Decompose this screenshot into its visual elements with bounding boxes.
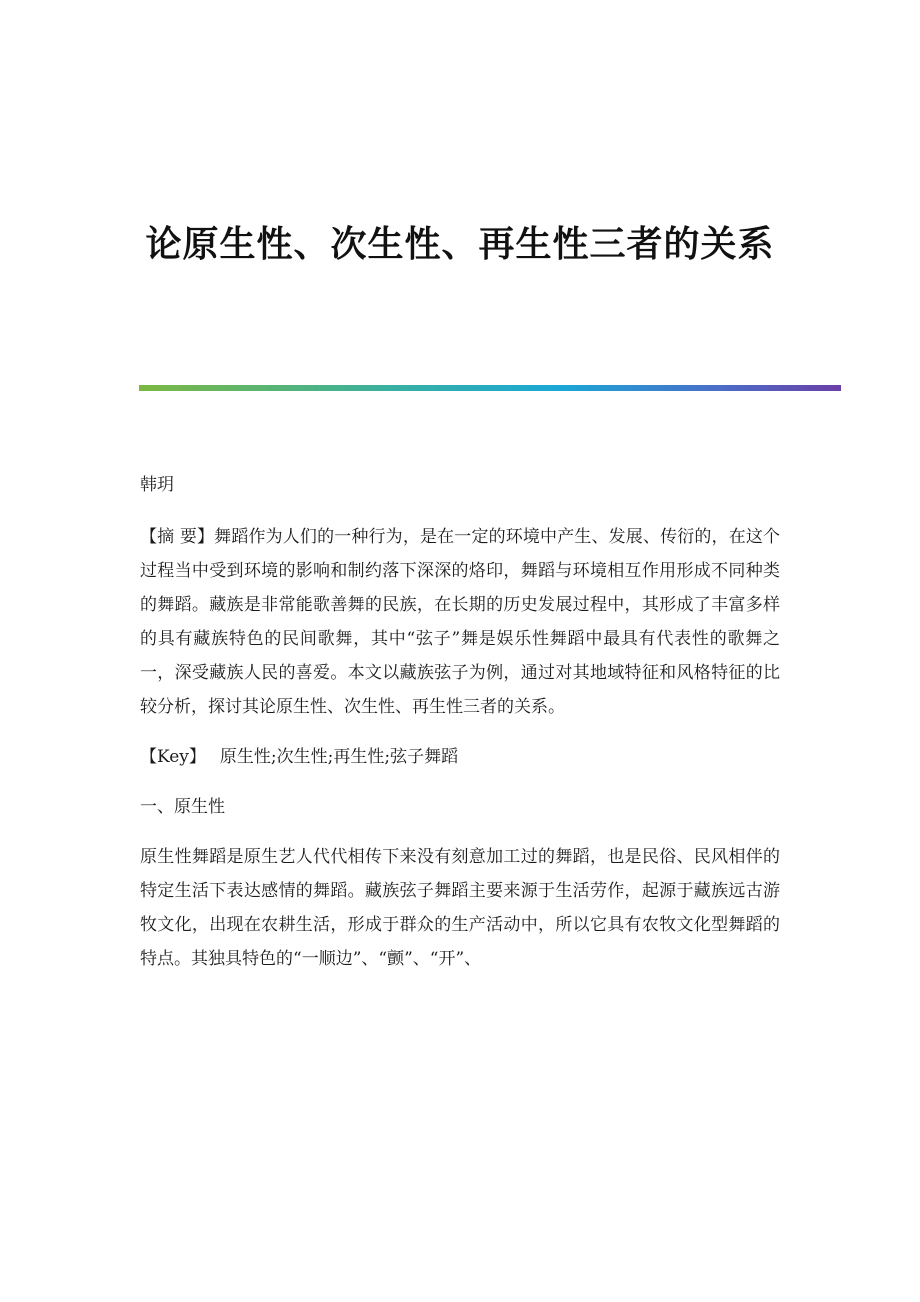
title-divider xyxy=(139,385,841,391)
abstract-label: 【摘 要】 xyxy=(140,527,215,547)
abstract-text: 舞蹈作为人们的一种行为，是在一定的环境中产生、发展、传衍的，在这个过程当中受到环境的影响和制约落下深深的烙印，舞蹈与环境相互作用形成不同种类的舞蹈。藏族是非常能歌善舞的民族，在长期的历史发展过程中，其形成了丰富多样的具有藏族特色的民间歌舞，其中“弦子”舞是娱乐性舞蹈中最具有代表性的歌舞之一，深受藏族人民的喜爱。本文以藏族弦子为例，通过对其地域特征和风格特征的比较分析，探讨其论原生性、次生性、再生性三者的关系。 xyxy=(140,527,781,717)
document-body xyxy=(140,468,780,992)
abstract-paragraph xyxy=(140,520,780,724)
keywords-label: 【Key】 xyxy=(140,747,206,767)
keywords-text: 原生性;次生性;再生性;弦子舞蹈 xyxy=(219,747,459,767)
section-heading: 一、原生性 xyxy=(140,797,225,817)
keywords-line xyxy=(140,740,780,774)
section-paragraph: 原生性舞蹈是原生艺人代代相传下来没有刻意加工过的舞蹈，也是民俗、民风相伴的特定生活下表达感情的舞蹈。藏族弦子舞蹈主要来源于生活劳作，起源于藏族远古游牧文化，出现在农耕生活，形成于群众的生产活动中，所以它具有农牧文化型舞蹈的特点。其独具特色的“一顺边”、“颤”、“开”、 xyxy=(140,847,780,969)
document-title: 论原生性、次生性、再生性三者的关系 xyxy=(145,223,775,265)
author-name: 韩玥 xyxy=(140,475,174,495)
